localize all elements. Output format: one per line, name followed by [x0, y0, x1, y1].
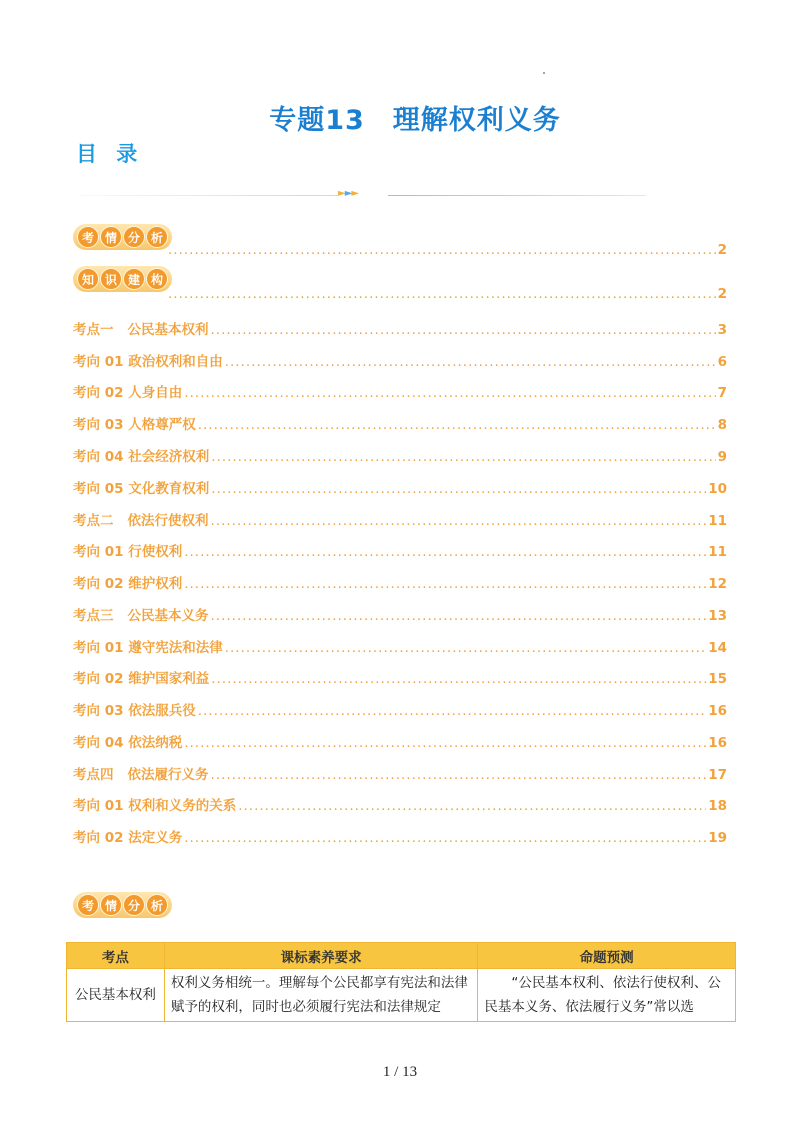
overview-table [66, 942, 736, 1022]
toc-entry[interactable]: 考向 03 依法服兵役 ..... 16 [73, 699, 727, 719]
toc-entry[interactable]: 考向 03 人格尊严权 ..... 8 [73, 413, 727, 433]
section-badge-analysis: 考 情 分 析 [73, 892, 172, 918]
toc-entry[interactable]: 考点三 公民基本义务 ..... 13 [73, 604, 727, 624]
page-dot [543, 72, 545, 74]
toc-entry[interactable]: 考向 02 维护国家利益 ..... 15 [73, 667, 727, 687]
badge-framework[interactable]: 知 识 建 构 [73, 266, 172, 292]
badge-analysis[interactable]: 考 情 分 析 [73, 224, 172, 250]
table-header-row [67, 943, 736, 969]
toc-entry[interactable]: 考向 02 人身自由 ..... 7 [73, 381, 727, 401]
toc-entry[interactable]: 考向 01 遵守宪法和法律 ..... 14 [73, 636, 727, 656]
toc-entry[interactable]: 考向 02 法定义务 ..... 19 [73, 826, 727, 846]
toc-entry-framework[interactable]: ..... 2 [168, 282, 727, 302]
arrow-icon: ►►► [338, 188, 359, 199]
toc-entry[interactable]: 考向 01 行使权利 ..... 11 [73, 540, 727, 560]
toc-entry-analysis[interactable]: ..... 2 [168, 238, 727, 258]
toc-entry[interactable]: 考向 01 政治权利和自由 ..... 6 [73, 350, 727, 370]
cell-prediction: “公民基本权利、依法行使权利、公民基本义务、依法履行义务”常以选 [478, 969, 736, 1022]
toc-entry[interactable]: 考向 04 社会经济权利 ..... 9 [73, 445, 727, 465]
toc-entry[interactable]: 考向 05 文化教育权利 ..... 10 [73, 477, 727, 497]
divider-left [78, 195, 338, 196]
toc-heading: 目 录 [76, 142, 144, 166]
cell-point: 公民基本权利 [67, 969, 165, 1022]
cell-requirement: 权利义务相统一。理解每个公民都享有宪法和法律赋予的权利，同时也必须履行宪法和法律规定 [164, 969, 477, 1022]
page-number: 1 / 13 [382, 1064, 418, 1080]
divider-right [388, 195, 646, 196]
toc-entry[interactable]: 考向 01 权利和义务的关系 ..... 18 [73, 794, 727, 814]
toc-entry[interactable]: 考点二 依法行使权利 ..... 11 [73, 509, 727, 529]
table-row [67, 969, 736, 1022]
toc-entry[interactable]: 考向 02 维护权利 ..... 12 [73, 572, 727, 592]
header-requirement: 课标素养要求 [164, 943, 477, 969]
header-point: 考点 [67, 943, 165, 969]
toc-entry[interactable]: 考点四 依法履行义务 ..... 17 [73, 763, 727, 783]
toc-entry[interactable]: 考点一 公民基本权利 ..... 3 [73, 318, 727, 338]
page-title: 专题13 理解权利义务 [269, 105, 561, 136]
toc-entry[interactable]: 考向 04 依法纳税 ..... 16 [73, 731, 727, 751]
header-prediction: 命题预测 [478, 943, 736, 969]
